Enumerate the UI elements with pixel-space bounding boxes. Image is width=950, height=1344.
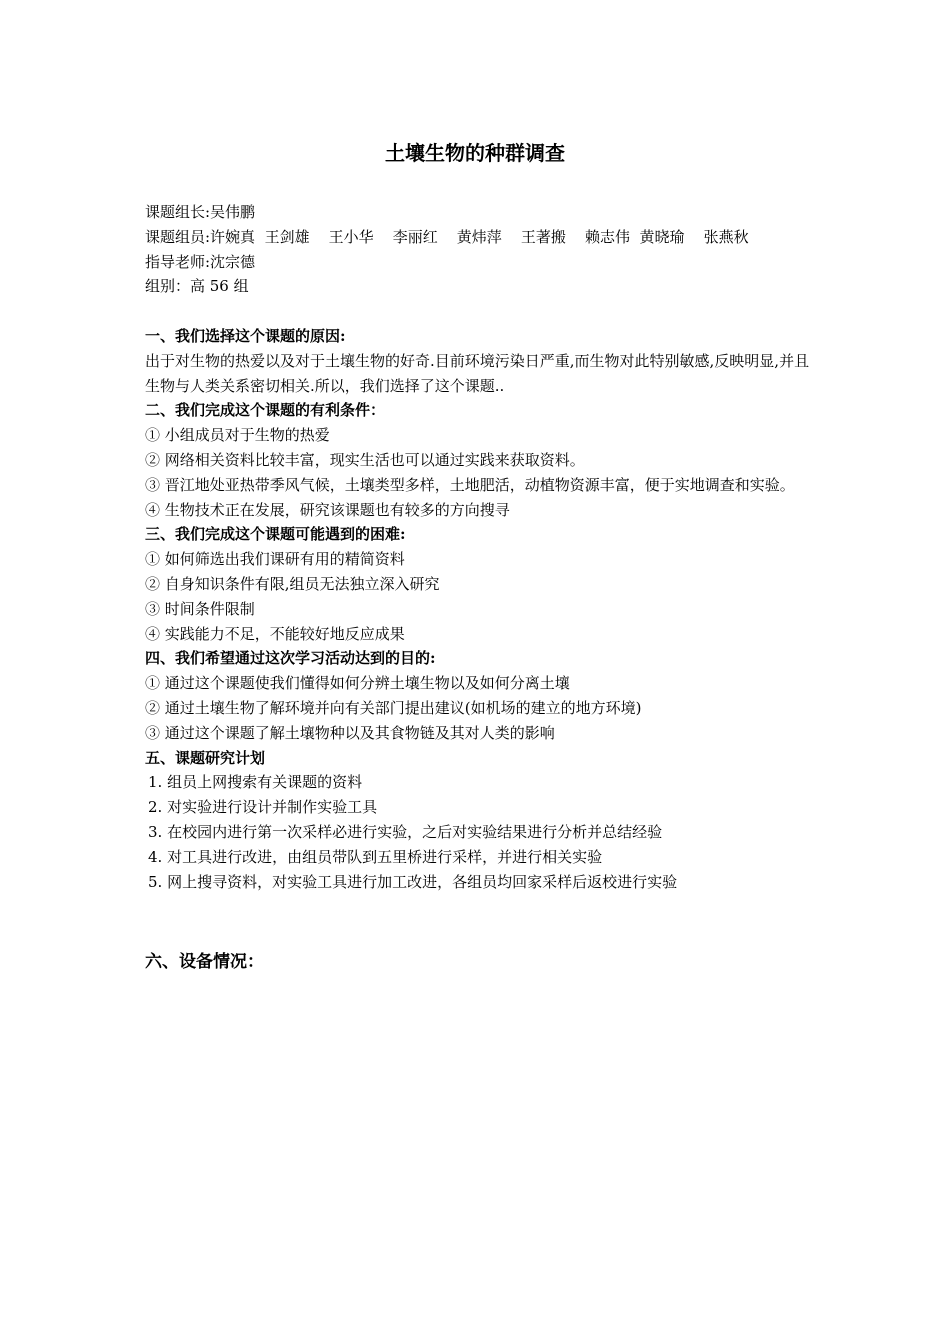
advisor: 指导老师:沈宗德 (145, 252, 256, 271)
group-id: 组别：高 56 组 (145, 277, 249, 296)
list-item: ③ 时间条件限制 (145, 599, 255, 618)
document-body (145, 200, 815, 894)
list-item: ③ 通过这个课题了解土壤物种以及其食物链及其对人类的影响 (145, 723, 555, 742)
plan-item: 3. 在校园内进行第一次采样必进行实验，之后对实验结果进行分析并总结经验 (148, 822, 663, 841)
section-heading-advantages: 二、我们完成这个课题的有利条件： (145, 401, 386, 420)
section-body-reasons: 出于对生物的热爱以及对于土壤生物的好奇.目前环境污染日严重,而生物对此特别敏感,反映明显,并且生物与人类关系密切相关.所以，我们选择了这个课题.. (145, 351, 810, 395)
list-item: ① 通过这个课题使我们懂得如何分辨土壤生物以及如何分离土壤 (145, 674, 570, 693)
section-heading-reasons: 一、我们选择这个课题的原因: (145, 326, 346, 345)
section-heading-plan: 五、课题研究计划 (145, 748, 266, 767)
section-heading-equipment: 六、设备情况： (145, 952, 264, 972)
list-item: ① 小组成员对于生物的热爱 (145, 426, 330, 445)
section-heading-goals: 四、我们希望通过这次学习活动达到的目的: (145, 649, 436, 668)
plan-item: 1. 组员上网搜索有关课题的资料 (148, 773, 363, 792)
group-members: 课题组员:许婉真 王剑雄 王小华 李丽红 黄炜萍 王著搬 赖志伟 黄晓瑜 张燕秋 (145, 227, 749, 246)
spacer (145, 299, 815, 324)
list-item: ② 网络相关资料比较丰富，现实生活也可以通过实践来获取资料。 (145, 450, 585, 469)
list-item: ② 自身知识条件有限,组员无法独立深入研究 (145, 574, 440, 593)
plan-item: 2. 对实验进行设计并制作实验工具 (148, 798, 378, 817)
list-item: ④ 生物技术正在发展，研究该课题也有较多的方向搜寻 (145, 500, 510, 519)
section-heading-difficulties: 三、我们完成这个课题可能遇到的困难: (145, 525, 406, 544)
list-item: ① 如何筛选出我们课研有用的精简资料 (145, 550, 405, 569)
list-item: ③ 晋江地处亚热带季风气候，土壤类型多样，土地肥活，动植物资源丰富，便于实地调查和实验。 (145, 475, 795, 494)
plan-item: 5. 网上搜寻资料，对实验工具进行加工改进，各组员均回家采样后返校进行实验 (148, 872, 678, 891)
document-title: 土壤生物的种群调查 (385, 141, 565, 165)
group-leader: 课题组长:吴伟鹏 (145, 203, 256, 221)
list-item: ④ 实践能力不足，不能较好地反应成果 (145, 624, 405, 643)
plan-item: 4. 对工具进行改进，由组员带队到五里桥进行采样，并进行相关实验 (148, 847, 603, 866)
list-item: ② 通过土壤生物了解环境并向有关部门提出建议(如机场的建立的地方环境) (145, 698, 642, 717)
